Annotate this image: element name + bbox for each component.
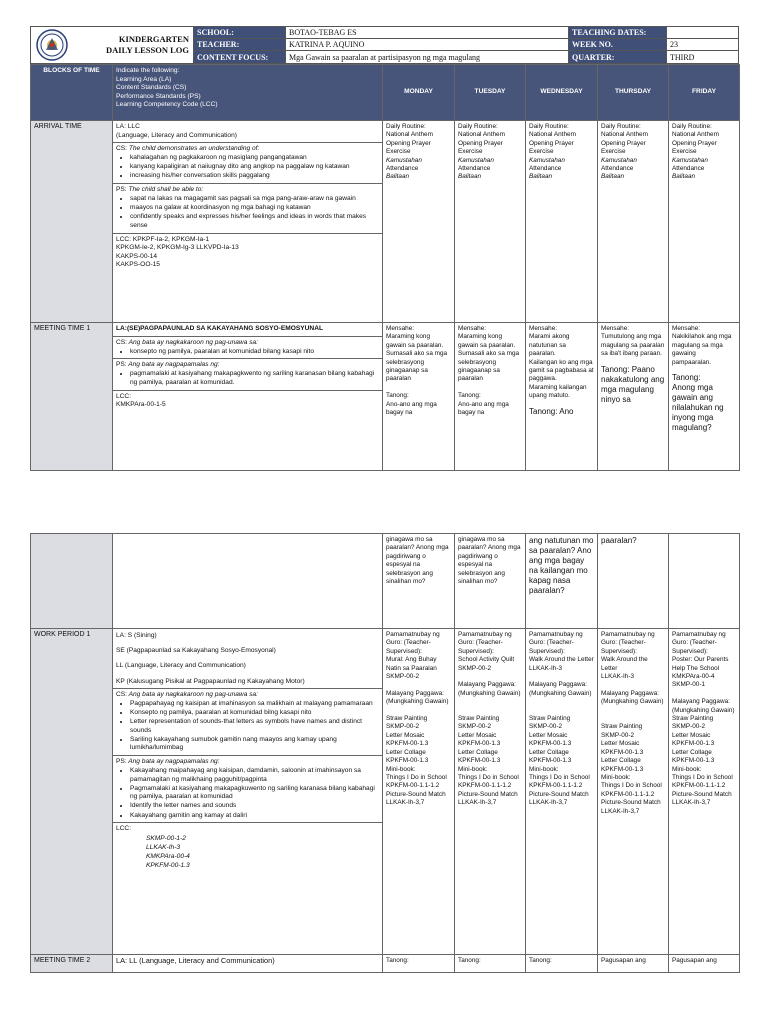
ps-heading: PS: bbox=[116, 757, 127, 765]
lesson-table-2 bbox=[30, 533, 740, 973]
list-item: • pagmamalaki at kasiyahang makapagkwento ng sariling karanasan bilang kabahagi ng pamilya, paaralan at komunidad. bbox=[130, 370, 379, 387]
day-header-wednesday: WEDNESDAY bbox=[526, 65, 598, 121]
learning-area-ll: LL (Language, Literacy and Communication) bbox=[116, 662, 246, 670]
indicate-line: Learning Competency Code (LCC) bbox=[116, 101, 218, 109]
meeting1-tuesday: Mensahe: Maraming kong gawain sa paaralan. Sumasali ako sa mga selebrasyong ginagaanap sa paaralan Tanong: Ano-ano ang mga bagay na bbox=[455, 323, 526, 471]
arrival-thursday: Daily Routine: National Anthem Opening Prayer Exercise Kamustahan Attendance Balitaan bbox=[598, 121, 669, 323]
work1-wednesday: Pamamatnubay ng Guro: (Teacher-Supervised): Walk Around the Letter LLKAK-Ih-3 Malayang Paggawa: (Mungkahing Gawain) Straw Painting SKMP-00-2 Letter Mosaic KPKFM-00-1.3 Letter Collage KPKFM-00-1.3 Mini-book: Things I Do in School KPKFM-00-1.1-1.2 Picture-Sound Match LLKAK-Ih-3,7 bbox=[526, 629, 598, 955]
list-item: • Konsepto ng pamilya, paaralan at komunidad bilng kasapi nito bbox=[130, 709, 379, 718]
meeting1-thursday: Mensahe: Tumutulong ang mga magulang sa paaralan sa iba't ibang paraan. Tanong: Paano nakakatulong ang mga magulang ninyo sa bbox=[598, 323, 669, 471]
meeting1-wednesday: Mensahe: Marami akong natutunan sa paaralan. Kailangan ko ang mga gamit sa pagbabasa at paggawa. Maraming kailangan upang matuto. Tanong: Ano bbox=[526, 323, 598, 471]
week-value: 23 bbox=[666, 39, 738, 51]
learning-area-se: SE (Pagpapaunlad sa Kakayahang Sosyo-Emosyonal) bbox=[116, 647, 276, 655]
meeting-time-1-label: MEETING TIME 1 bbox=[31, 323, 113, 471]
lcc-value: KMKPAra-00-1-5 bbox=[116, 401, 166, 409]
learning-area: LA: LLC bbox=[116, 123, 140, 130]
content-standards bbox=[113, 142, 382, 181]
meeting-time-2-label: MEETING TIME 2 bbox=[31, 955, 113, 973]
header-info-grid bbox=[193, 27, 738, 63]
learning-competency-codes bbox=[113, 390, 382, 410]
teacher-value: KATRINA P. AQUINO bbox=[285, 39, 568, 51]
performance-standards bbox=[113, 358, 382, 387]
lcc-line: KAKPS-OO-15 bbox=[116, 261, 160, 269]
teaching-dates-label: TEACHING DATES: bbox=[568, 27, 666, 39]
arrival-wednesday: Daily Routine: National Anthem Opening Prayer Exercise Kamustahan Attendance Balitaan bbox=[526, 121, 598, 323]
arrival-friday: Daily Routine: National Anthem Opening Prayer Exercise Kamustahan Attendance Balitaan bbox=[669, 121, 740, 323]
meeting2-friday: Pagusapan ang bbox=[669, 955, 740, 973]
meeting2-thursday: Pagusapan ang bbox=[598, 955, 669, 973]
cont-tuesday: ginagawa mo sa paaralan? Anong mga pagdiriwang o espesyal na selebrasyon ang sinalihan mo? bbox=[455, 534, 526, 629]
list-item: • Letter representation of sounds-that letters as symbols have names and distinct sounds bbox=[130, 718, 379, 735]
learning-area: LA:(SE)PAGPAPAUNLAD SA KAKAYAHANG SOSYO-EMOSYUNAL bbox=[116, 325, 323, 332]
day-header-thursday: THURSDAY bbox=[598, 65, 669, 121]
ps-heading: PS: bbox=[116, 186, 127, 194]
list-item: • kahalagahan ng pagkakaroon ng masiglang pangangatawan bbox=[130, 154, 379, 163]
meeting1-continuation-row bbox=[31, 534, 740, 629]
title-daily-lesson-log: DAILY LESSON LOG bbox=[106, 45, 189, 55]
cs-heading: CS: bbox=[116, 145, 127, 153]
lcc-heading: LCC: bbox=[116, 392, 132, 400]
work1-thursday: Pamamatnubay ng Guro: (Teacher-Supervised): Walk Around the Letter LLKAK-Ih-3 Malayang Paggawa: (Mungkahing Gawain) Straw Painting SKMP-00-2 Letter Mosaic KPKFM-00-1.3 Letter Collage KPKFM-00-1.3 Mini-book: Things I Do in School KPKFM-00-1.1-1.2 Picture-Sound Match LLKAK-Ih-3,7 bbox=[598, 629, 669, 955]
meeting2-monday: Tanong: bbox=[383, 955, 455, 973]
school-label: SCHOOL: bbox=[193, 27, 285, 39]
content-standards bbox=[113, 688, 382, 753]
quarter-label: QUARTER: bbox=[568, 51, 666, 63]
cs-heading: CS: bbox=[116, 690, 127, 698]
indicate-line: Content Standards (CS) bbox=[116, 84, 187, 92]
list-item: • Identify the letter names and sounds bbox=[130, 802, 379, 811]
blocks-of-time-header: BLOCKS OF TIME bbox=[31, 65, 113, 121]
header bbox=[30, 26, 739, 64]
continuation-standards bbox=[113, 534, 383, 629]
work1-standards bbox=[113, 629, 383, 955]
teacher-label: TEACHER: bbox=[193, 39, 285, 51]
learning-area-detail: (Language, Literacy and Communication) bbox=[116, 131, 237, 139]
week-label: WEEK NO. bbox=[568, 39, 666, 51]
content-focus-value: Mga Gawain sa paaralan at partisipasyon ng mga magulang bbox=[285, 51, 568, 63]
list-item: • confidently speaks and expresses his/her feelings and ideas in words that makes sense bbox=[130, 213, 379, 230]
day-header-tuesday: TUESDAY bbox=[455, 65, 526, 121]
continuation-label bbox=[31, 534, 113, 629]
list-item: • maayos na galaw at koordinasyon ng mga bahagi ng katawan bbox=[130, 204, 379, 213]
work1-friday: Pamamatnubay ng Guro: (Teacher-Supervised): Poster: Our Parents Help The School KMKPAra-00-4 SKMP-00-1 Malayang Paggawa: (Mungkahing Gawain) Straw Painting SKMP-00-2 Letter Mosaic KPKFM-00-1.3 Letter Collage KPKFM-00-1.3 Mini-book: Things I Do in School KPKFM-00-1.1-1.2 Picture-Sound Match LLKAK-Ih-3,7 bbox=[669, 629, 740, 955]
learning-competency-codes bbox=[113, 822, 382, 870]
cs-heading: CS: bbox=[116, 338, 127, 346]
day-header-monday: MONDAY bbox=[383, 65, 455, 121]
indicate-line: Indicate the following: bbox=[116, 67, 180, 74]
deped-seal-icon bbox=[36, 29, 68, 61]
meeting-time-2-row bbox=[31, 955, 740, 973]
list-item: • increasing his/her conversation skills paggalang bbox=[130, 172, 379, 181]
meeting1-friday: Mensahe: Nakikilahok ang mga magulang sa mga gawaing pampaaralan. Tanong: Anong mga gawain ang nilalahukan ng inyong mga magulang? bbox=[669, 323, 740, 471]
lcc-heading: LCC: bbox=[116, 825, 132, 833]
meeting2-wednesday: Tanong: bbox=[526, 955, 598, 973]
list-item: • konsepto ng pamilya, paaralan at komunidad bilang kasapi nito bbox=[130, 348, 379, 357]
lcc-line: LCC: KPKPF-Ia-2, KPKGM-Ia-1 bbox=[116, 235, 210, 243]
school-value: BOTAO-TEBAG ES bbox=[285, 27, 568, 39]
lcc-line: KAKPS-00-14 bbox=[116, 252, 158, 260]
list-item: • Pagmamalaki at kasiyahang makapagkuwento ng sariling karanasa bilang kabahagi ng pamilya, paaralan at komunidad bbox=[130, 785, 379, 802]
content-focus-label: CONTENT FOCUS: bbox=[193, 51, 285, 63]
meeting2-learning-area: LA: LL (Language, Literacy and Communication) bbox=[113, 955, 383, 973]
title-kindergarten: KINDERGARTEN bbox=[118, 34, 189, 44]
lesson-log-page-1 bbox=[30, 26, 739, 471]
meeting1-monday: Mensahe: Maraming kong gawain sa paaralan. Sumasali ako sa mga selebrasyong ginagaanap sa paaralan Tanong: Ano-ano ang mga bagay na bbox=[383, 323, 455, 471]
lesson-log-page-2 bbox=[30, 533, 739, 973]
lcc-code: KPKFM-00-1.3 bbox=[146, 862, 190, 870]
performance-standards bbox=[113, 183, 382, 230]
learning-area: LA: S (Sining) bbox=[116, 632, 157, 639]
performance-standards bbox=[113, 755, 382, 820]
list-item: • Kakayahang gamitin ang kamay at daliri bbox=[130, 812, 379, 821]
meeting-time-1-row bbox=[31, 323, 740, 471]
ps-text: Ang bata ay nagpapamalas ng: bbox=[126, 757, 220, 765]
lcc-code: KMKPAra-00-4 bbox=[146, 853, 190, 861]
list-item: • Kakayahang maipahayag ang kaisipan, damdamin, saloonin at imahinsayon sa pamamagitan ng malikhaing pagguhit/pagpinta bbox=[130, 767, 379, 784]
arrival-tuesday: Daily Routine: National Anthem Opening Prayer Exercise Kamustahan Attendance Balitaan bbox=[455, 121, 526, 323]
work-period-1-label: WORK PERIOD 1 bbox=[31, 629, 113, 955]
day-header-friday: FRIDAY bbox=[669, 65, 740, 121]
deped-seal bbox=[31, 27, 73, 63]
lcc-code: SKMP-00-1-2 bbox=[146, 834, 186, 842]
meeting1-standards bbox=[113, 323, 383, 471]
cont-friday bbox=[669, 534, 740, 629]
ps-text: Ang bata ay nagpapamalas ng: bbox=[126, 361, 220, 369]
arrival-time-label: ARRIVAL TIME bbox=[31, 121, 113, 323]
cont-wednesday: ang natutunan mo sa paaralan? Ano ang mga bagay na kailangan mo kapag nasa paaralan? bbox=[526, 534, 598, 629]
quarter-value: THIRD bbox=[666, 51, 738, 63]
lesson-table-1 bbox=[30, 64, 740, 471]
work-period-1-row bbox=[31, 629, 740, 955]
ps-heading: PS: bbox=[116, 361, 127, 369]
learning-area-kp: KP (Kalusugang Pisikal at Pagpapaunlad ng Kakayahang Motor) bbox=[116, 677, 305, 685]
log-title bbox=[73, 27, 193, 63]
arrival-standards bbox=[113, 121, 383, 323]
work1-tuesday: Pamamatnubay ng Guro: (Teacher-Supervised): School Activity Quilt SKMP-00-2 Malayang Paggawa: (Mungkahing Gawain) Straw Painting SKMP-00-2 Letter Mosaic KPKFM-00-1.3 Letter Collage KPKFM-00-1.3 Mini-book: Things I Do in School KPKFM-00-1.1-1.2 Picture-Sound Match LLKAK-Ih-3,7 bbox=[455, 629, 526, 955]
lcc-line: KPKGM-Ie-2, KPKGM-Ig-3 LLKVPD-Ia-13 bbox=[116, 244, 239, 252]
meeting2-tuesday: Tanong: bbox=[455, 955, 526, 973]
cs-text: Ang bata ay nagkakaroon ng pag-unawa sa: bbox=[127, 690, 258, 698]
cs-text: The child demonstrates an understanding of: bbox=[127, 145, 260, 153]
column-header-row bbox=[31, 65, 740, 121]
list-item: • sapat na lakas na magagamit sas pagsali sa mga pang-araw-araw na gawain bbox=[130, 195, 379, 204]
indicate-line: Performance Standards (PS) bbox=[116, 92, 201, 100]
arrival-monday: Daily Routine: National Anthem Opening Prayer Exercise Kamustahan Attendance Balitaan bbox=[383, 121, 455, 323]
learning-competency-codes bbox=[113, 233, 382, 270]
work1-monday: Pamamatnubay ng Guro: (Teacher-Supervised): Mural: Ang Buhay Natin sa Paaralan SKMP-00-2 Malayang Paggawa: (Mungkahing Gawain) Straw Painting SKMP-00-2 Letter Mosaic KPKFM-00-1.3 Letter Collage KPKFM-00-1.3 Mini-book: Things I Do in School KPKFM-00-1.1-1.2 Picture-Sound Match LLKAK-Ih-3,7 bbox=[383, 629, 455, 955]
teaching-dates-value bbox=[666, 27, 738, 39]
arrival-time-row bbox=[31, 121, 740, 323]
list-item: • Pagpapahayag ng kaisipan at imahinasyon sa malikhain at malayang pamamaraan bbox=[130, 700, 379, 709]
content-standards bbox=[113, 336, 382, 357]
indicate-header bbox=[113, 65, 383, 121]
list-item: • kanyang kapaligiran at naiiugnay dito ang angkop na paggalaw ng katawan bbox=[130, 163, 379, 172]
list-item: • Sariling kakayahang sumubok gamitin nang maayos ang kamay upang lumikha/lumimbag bbox=[130, 736, 379, 753]
cont-thursday: paaralan? bbox=[598, 534, 669, 629]
lcc-code: LLKAK-Ih-3 bbox=[146, 843, 181, 851]
cs-text: Ang bata ay nagkakaroon ng pag-unawa sa: bbox=[127, 338, 258, 346]
indicate-line: Learning Area (LA) bbox=[116, 75, 172, 83]
ps-text: The child shall be able to: bbox=[126, 186, 204, 194]
cont-monday: ginagawa mo sa paaralan? Anong mga pagdiriwang o espesyal na selebrasyon ang sinalihan mo? bbox=[383, 534, 455, 629]
